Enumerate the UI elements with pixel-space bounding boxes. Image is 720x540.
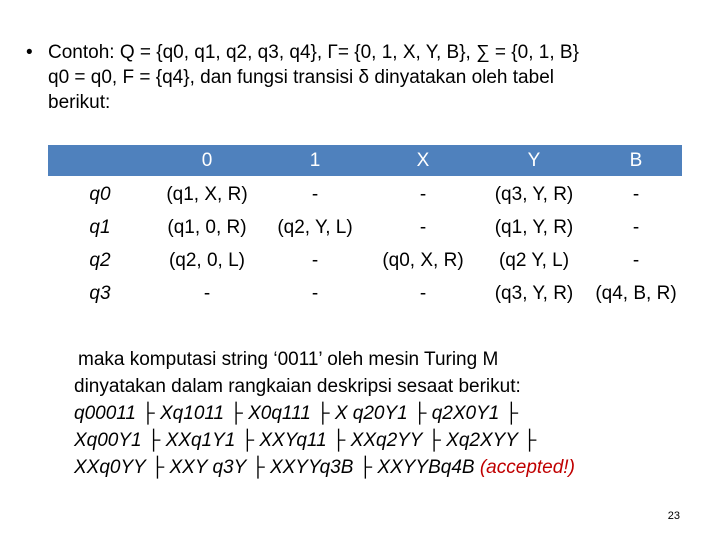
table-cell: (q4, B, R) bbox=[590, 278, 682, 311]
table-cell: - bbox=[368, 178, 478, 212]
table-cell: - bbox=[262, 245, 368, 278]
intro-start-final: q0 = q0, F = {q4}, dan fungsi transisi δ dinyatakan oleh tabel bbox=[48, 67, 554, 88]
header-cell: B bbox=[590, 145, 682, 178]
table-cell: - bbox=[262, 178, 368, 212]
bullet: • bbox=[26, 42, 33, 63]
intro-line-2 bbox=[48, 65, 698, 90]
intro-text bbox=[26, 40, 698, 115]
table-row bbox=[48, 212, 682, 245]
intro-line-3 bbox=[48, 90, 698, 115]
table-cell: (q1, Y, R) bbox=[478, 212, 590, 245]
table-cell: (q3, Y, R) bbox=[478, 278, 590, 311]
header-cell: Y bbox=[478, 145, 590, 178]
outro-line-2: dinyatakan dalam rangkaian deskripsi sesaat berikut: bbox=[74, 376, 521, 397]
id-sequence-line-1: q00011 ├ Xq1011 ├ X0q111 ├ X q20Y1 ├ q2X0Y1 ├ bbox=[74, 403, 519, 424]
id-sequence-line-2: Xq00Y1 ├ XXq1Y1 ├ XXYq11 ├ XXq2YY ├ Xq2XYY ├ bbox=[74, 430, 537, 451]
table-cell: - bbox=[590, 178, 682, 212]
table-row bbox=[48, 278, 682, 311]
table-cell: - bbox=[262, 278, 368, 311]
table-cell: (q2, 0, L) bbox=[152, 245, 262, 278]
intro-line-1 bbox=[48, 40, 698, 65]
table-row bbox=[48, 178, 682, 212]
header-cell: 0 bbox=[152, 145, 262, 178]
table-cell: - bbox=[152, 278, 262, 311]
table-cell: - bbox=[368, 212, 478, 245]
state-cell: q2 bbox=[48, 245, 152, 278]
intro-sigma: ∑ = {0, 1, B} bbox=[476, 42, 579, 63]
state-cell: q3 bbox=[48, 278, 152, 311]
page-number: 23 bbox=[667, 510, 680, 522]
table-cell: (q0, X, R) bbox=[368, 245, 478, 278]
state-cell: q1 bbox=[48, 212, 152, 245]
table-cell: (q1, X, R) bbox=[152, 178, 262, 212]
intro-tail: berikut: bbox=[48, 92, 111, 113]
table-cell: (q2 Y, L) bbox=[478, 245, 590, 278]
table-cell: (q2, Y, L) bbox=[262, 212, 368, 245]
transition-table bbox=[48, 145, 682, 310]
id-sequence-line-3 bbox=[48, 454, 688, 481]
header-cell: 1 bbox=[262, 145, 368, 178]
id-sequence-final: XXq0YY ├ XXY q3Y ├ XXYYq3B ├ XXYYBq4B bbox=[74, 457, 475, 478]
table-cell: (q1, 0, R) bbox=[152, 212, 262, 245]
computation-text bbox=[48, 346, 688, 481]
state-cell: q0 bbox=[48, 178, 152, 212]
intro-label: Contoh: Q bbox=[48, 42, 135, 63]
table-cell: (q3, Y, R) bbox=[478, 178, 590, 212]
table-cell: - bbox=[590, 245, 682, 278]
intro-q-set: = {q0, q1, q2, q3, q4}, bbox=[139, 42, 323, 63]
intro-gamma: Γ= {0, 1, X, Y, B}, bbox=[327, 42, 471, 63]
header-cell bbox=[48, 145, 152, 178]
header-cell: X bbox=[368, 145, 478, 178]
accepted-label: (accepted!) bbox=[479, 457, 575, 478]
table-header-row bbox=[48, 145, 682, 178]
table-cell: - bbox=[368, 278, 478, 311]
table-row bbox=[48, 245, 682, 278]
outro-line-1: maka komputasi string ‘0011’ oleh mesin Turing M bbox=[78, 349, 499, 370]
table-cell: - bbox=[590, 212, 682, 245]
